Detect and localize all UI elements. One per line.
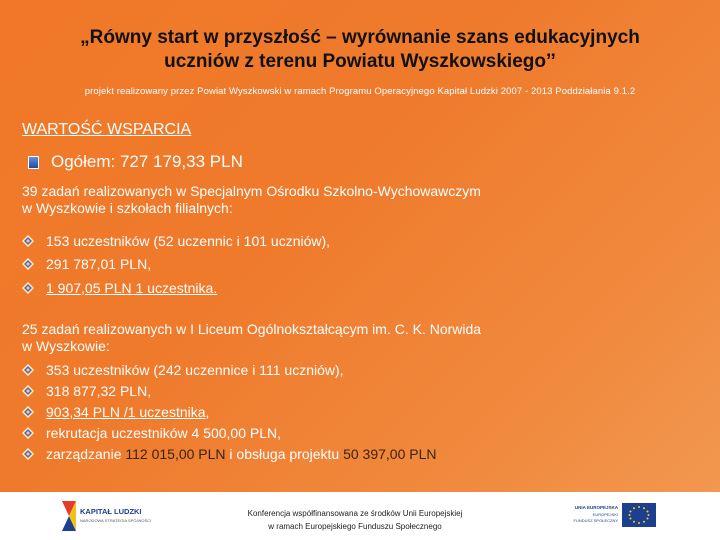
group1-intro	[22, 183, 602, 217]
group2-item-5-part2: 112 015,00 PLN	[125, 445, 226, 462]
group2-item-4: rekrutacja uczestników 4 500,00 PLN,	[46, 424, 282, 441]
group2-list	[22, 359, 436, 464]
list-item	[22, 276, 330, 300]
group2-item-5-part1: zarządzanie	[46, 445, 126, 462]
diamond-bullet-icon	[22, 282, 34, 294]
group1-item-1: 153 uczestników (52 uczennic i 101 uczniów),	[46, 232, 331, 249]
diamond-bullet-icon	[22, 448, 34, 460]
footer-text-line1: Konferencja współfinansowana ze środków Unii Europejskiej	[247, 509, 463, 518]
group1-list	[22, 229, 330, 300]
group2-intro-line1: 25 zadań realizowanych w I Liceum Ogólnokształcącym im. C. K. Norwida	[22, 321, 482, 337]
group2-intro	[22, 321, 622, 355]
eu-logo-line2: EUROPEJSKI	[592, 512, 618, 517]
group2-item-1: 353 uczestników (242 uczennice i 111 uczniów),	[46, 361, 344, 378]
total-line	[28, 152, 243, 172]
list-item	[22, 401, 436, 422]
list-item	[22, 422, 436, 443]
diamond-bullet-icon	[22, 406, 34, 418]
title-line-2: uczniów z terenu Powiatu Wyszkowskiego’’	[164, 51, 556, 72]
kl-logo-title: KAPITAŁ LUDZKI	[80, 507, 142, 516]
diamond-bullet-icon	[22, 385, 34, 397]
eu-logo-line1: UNIA EUROPEJSKA	[574, 505, 618, 510]
list-item	[22, 359, 436, 380]
group1-item-2: 291 787,01 PLN,	[46, 256, 152, 273]
list-item	[22, 253, 330, 277]
diamond-bullet-icon	[22, 364, 34, 376]
list-item	[22, 443, 436, 464]
diamond-bullet-icon	[22, 258, 34, 270]
group2-item-2: 318 877,32 PLN,	[46, 382, 152, 399]
group2-item-5-part3: i obsługa projektu	[225, 445, 344, 462]
page-title	[40, 26, 680, 74]
kapital-ludzki-logo	[60, 499, 155, 533]
diamond-bullet-icon	[22, 235, 34, 247]
title-line-1: „Równy start w przyszłość – wyrównanie szans edukacyjnych	[80, 27, 640, 48]
total-value: Ogółem: 727 179,33 PLN	[51, 152, 243, 171]
group2-item-5-part4: 50 397,00 PLN	[343, 445, 437, 462]
group2-item-5	[46, 446, 436, 462]
eu-logo-line3: FUNDUSZ SPOŁECZNY	[573, 518, 618, 523]
footer-text-line2: w ramach Europejskiego Funduszu Społecznego	[268, 522, 442, 531]
list-item	[22, 380, 436, 401]
group1-intro-line1: 39 zadań realizowanych w Specjalnym Ośrodku Szkolno-Wychowawczym	[22, 183, 481, 199]
section-heading: WARTOŚĆ WSPARCIA	[22, 121, 192, 138]
group2-item-3: 903,34 PLN /1 uczestnika,	[46, 403, 210, 420]
square-bullet-icon	[28, 156, 39, 169]
eu-flag-logo	[560, 500, 680, 532]
group1-intro-line2: w Wyszkowie i szkołach filialnych:	[22, 200, 233, 216]
list-item	[22, 229, 330, 253]
group2-intro-line2: w Wyszkowie:	[22, 338, 110, 354]
group1-item-3: 1 907,05 PLN 1 uczestnika.	[46, 279, 218, 296]
footer-text	[230, 507, 480, 533]
project-subtitle: projekt realizowany przez Powiat Wyszkowski w ramach Programu Operacyjnego Kapitał Ludzki 2007 - 2013 Poddziałania 9.1.2	[84, 86, 636, 97]
diamond-bullet-icon	[22, 427, 34, 439]
kl-logo-sub: NARODOWA STRATEGIA SPÓJNOŚCI	[80, 518, 152, 523]
